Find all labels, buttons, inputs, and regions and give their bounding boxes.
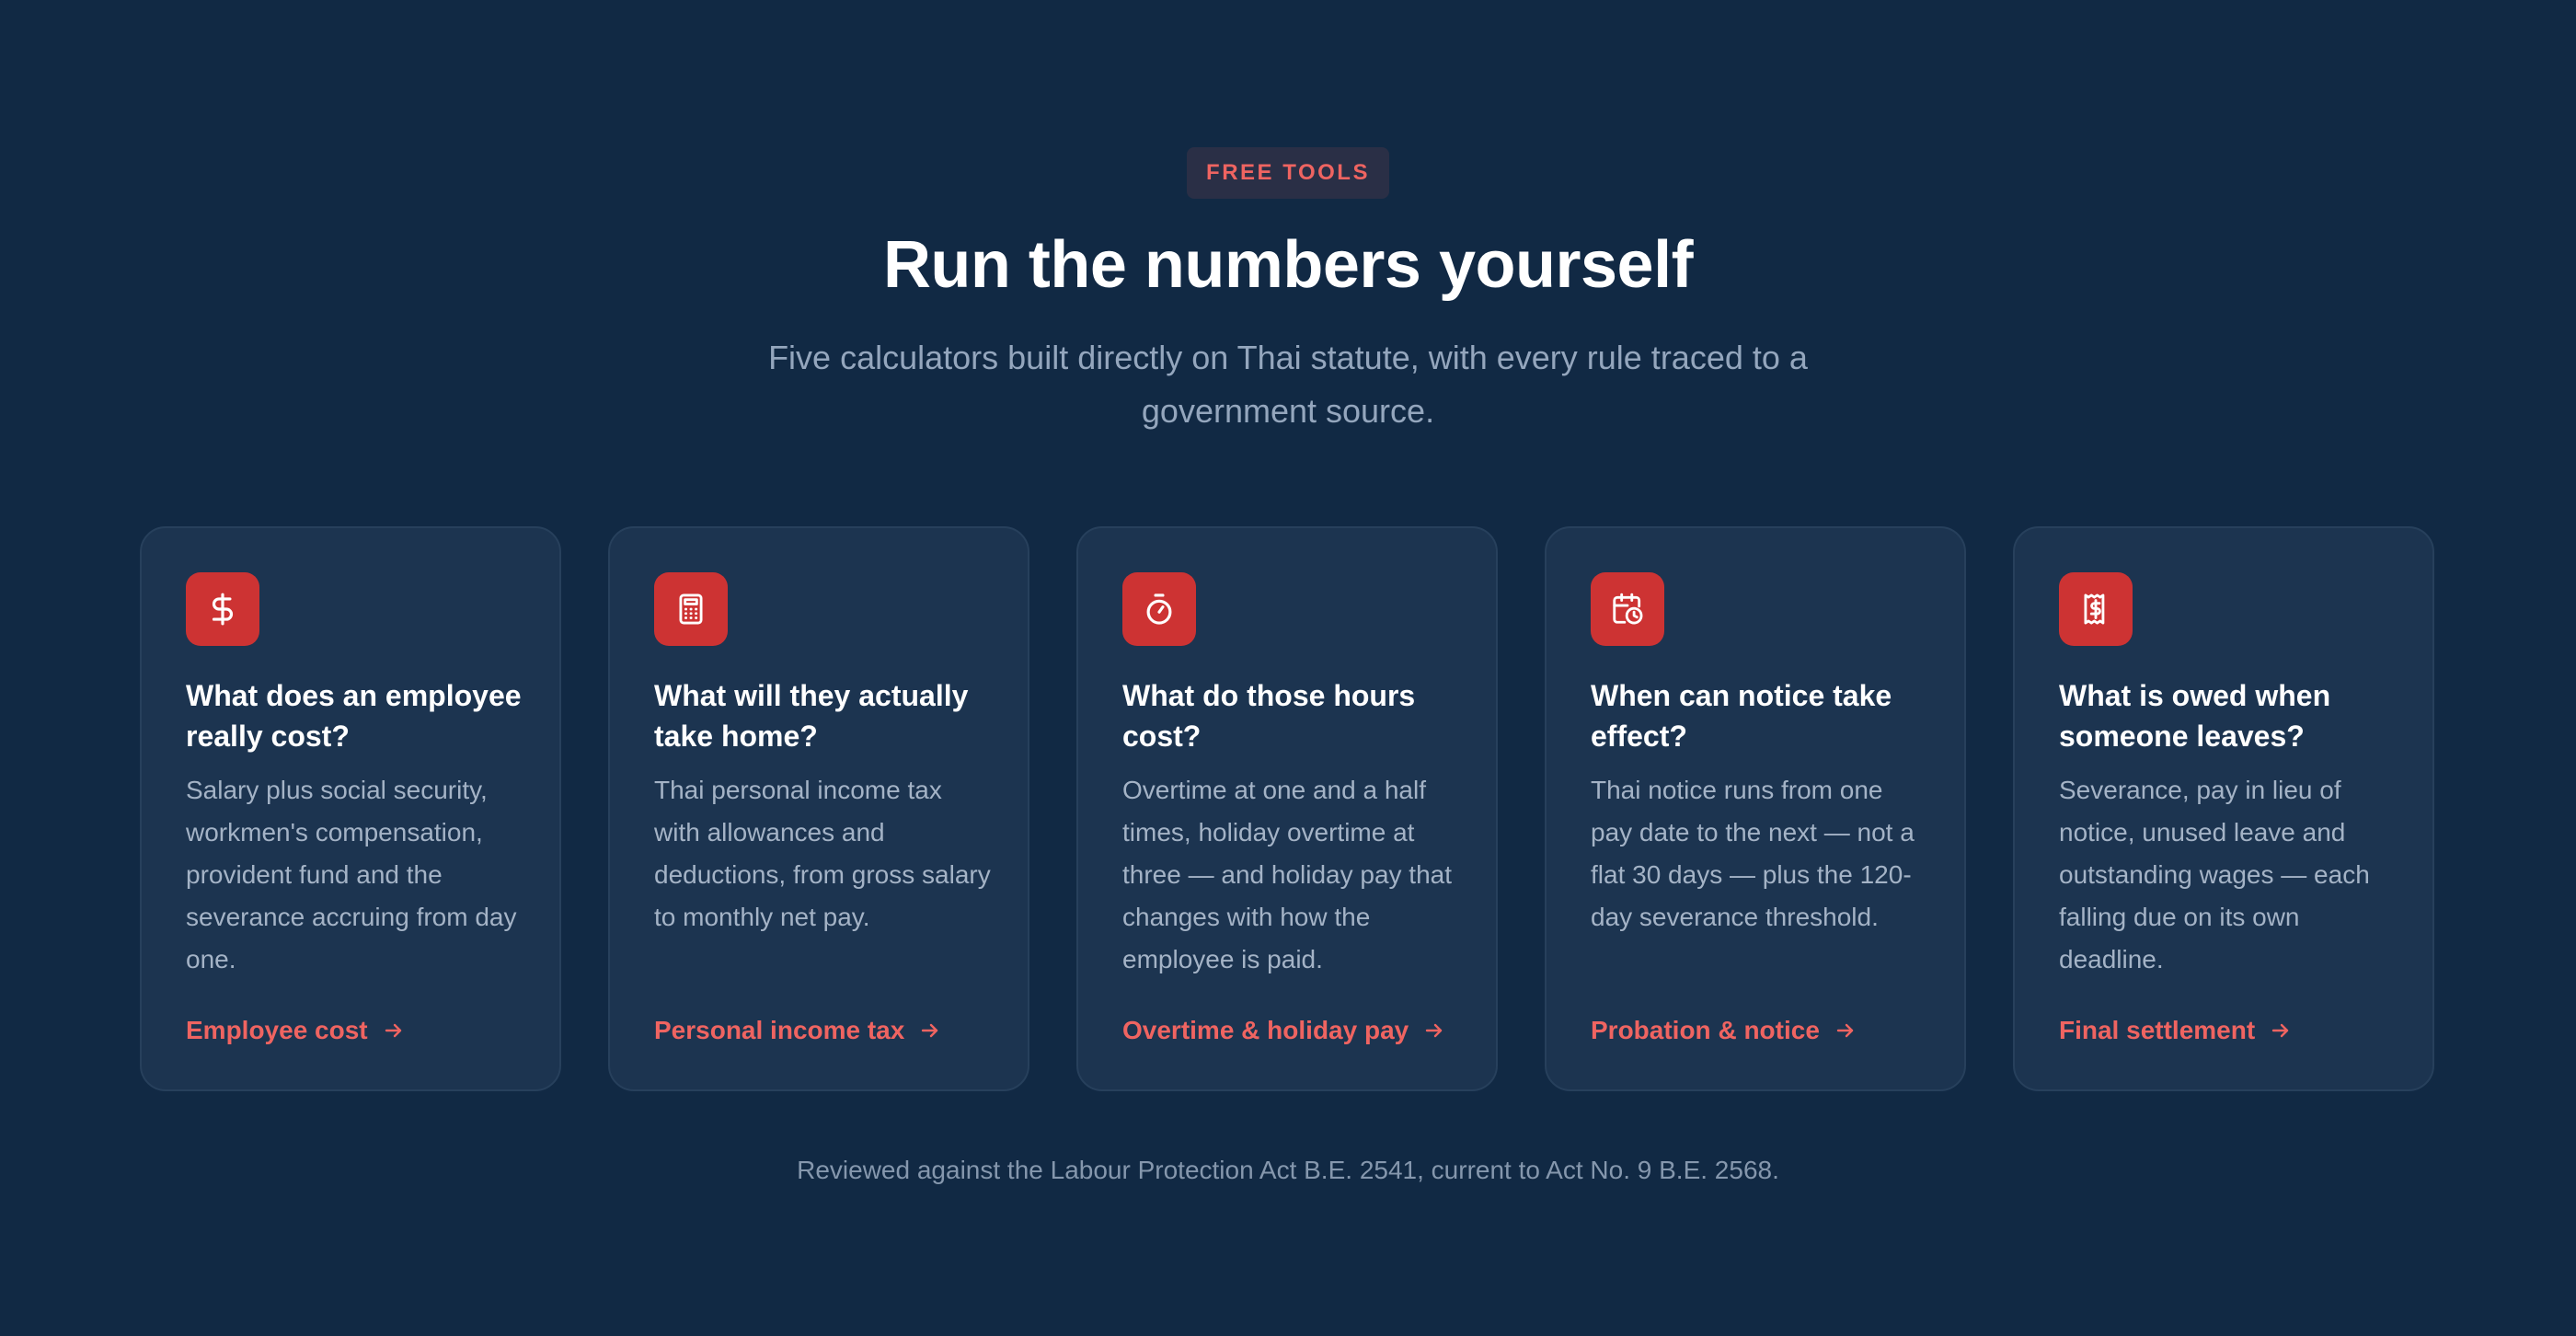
link-label: Employee cost (186, 1016, 368, 1044)
receipt-icon (2059, 572, 2133, 646)
legal-footnote: Reviewed against the Labour Protection Act B.E. 2541, current to Act No. 9 B.E. 2568. (797, 1156, 1779, 1184)
link-label: Final settlement (2059, 1016, 2256, 1044)
card-title: What is owed when someone leaves? (2059, 679, 2331, 753)
card-description: Severance, pay in lieu of notice, unused leave and outstanding wages — each falling due on its own deadline. (2059, 776, 2370, 973)
arrow-right-icon (2270, 1019, 2292, 1042)
section-subtitle: Five calculators built directly on Thai statute, with every rule traced to a government source. (768, 339, 1808, 430)
card-title: When can notice take effect? (1591, 679, 1892, 753)
section-badge: FREE TOOLS (1187, 147, 1389, 199)
calendar-clock-icon (1591, 572, 1664, 646)
link-label: Overtime & holiday pay (1122, 1016, 1409, 1044)
link-label: Personal income tax (654, 1016, 905, 1044)
overtime-holiday-pay-link[interactable] (1122, 1010, 1445, 1051)
card-title: What will they actually take home? (654, 679, 969, 753)
card-description: Thai notice runs from one pay date to the next — not a flat 30 days — plus the 120-day severance threshold. (1591, 776, 1915, 931)
card-probation-notice (1545, 526, 1966, 1091)
card-description: Thai personal income tax with allowances and deductions, from gross salary to monthly net pay. (654, 776, 991, 931)
calculator-icon (654, 572, 728, 646)
arrow-right-icon (919, 1019, 941, 1042)
probation-notice-link[interactable] (1591, 1010, 1857, 1051)
card-personal-income-tax (608, 526, 1029, 1091)
card-title: What do those hours cost? (1122, 679, 1416, 753)
card-description: Salary plus social security, workmen's compensation, provident fund and the severance accruing from day one. (186, 776, 517, 973)
dollar-icon (186, 572, 259, 646)
arrow-right-icon (1834, 1019, 1857, 1042)
card-employee-cost (140, 526, 561, 1091)
arrow-right-icon (1423, 1019, 1445, 1042)
card-title: What does an employee really cost? (186, 679, 522, 753)
arrow-right-icon (383, 1019, 405, 1042)
employee-cost-link[interactable] (186, 1010, 405, 1051)
final-settlement-link[interactable] (2059, 1010, 2292, 1051)
personal-income-tax-link[interactable] (654, 1010, 941, 1051)
card-description: Overtime at one and a half times, holiday overtime at three — and holiday pay that changes with how the employee is paid. (1122, 776, 1453, 973)
stopwatch-icon (1122, 572, 1196, 646)
link-label: Probation & notice (1591, 1016, 1820, 1044)
section-title: Run the numbers yourself (882, 228, 1694, 302)
card-overtime-holiday-pay (1076, 526, 1498, 1091)
card-final-settlement (2013, 526, 2434, 1091)
